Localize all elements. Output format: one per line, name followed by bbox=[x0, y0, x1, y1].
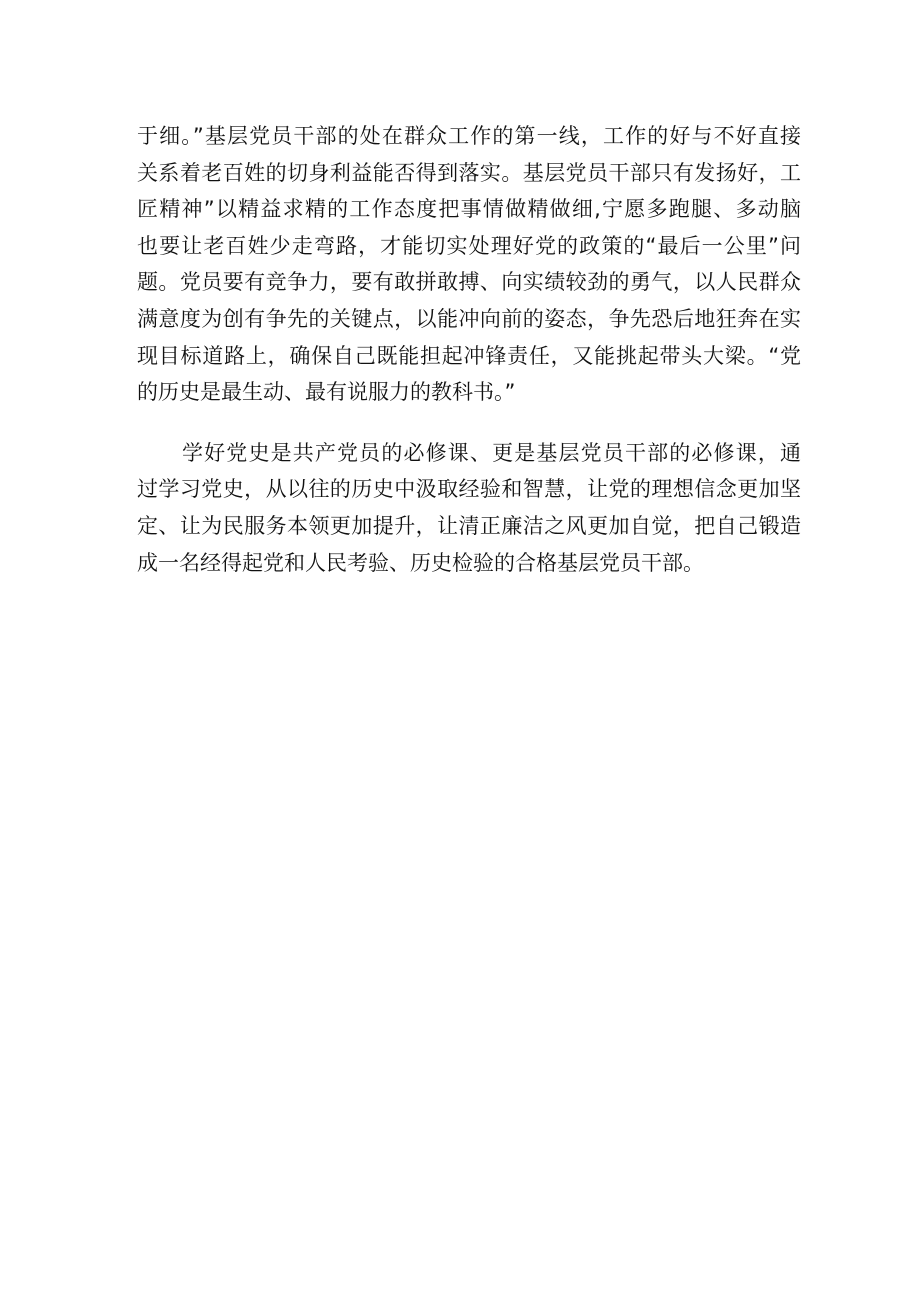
text-line: 学好党史是共产党员的必修课、更是基层党员干部的必修课，通 bbox=[182, 440, 801, 465]
paragraph-2 bbox=[137, 435, 801, 581]
text-line: 过学习党史，从以往的历史中汲取经验和智慧，让党的理想信念更加坚 bbox=[137, 477, 801, 502]
text-line: 满意度为创有争先的关键点，以能冲向前的姿态，争先恐后地狂奔在实 bbox=[137, 306, 801, 331]
text-line: 关系着老百姓的切身利益能否得到落实。基层党员干部只有发扬好，工 bbox=[137, 160, 801, 185]
paragraph-spacer bbox=[137, 411, 801, 435]
text-line: 也要让老百姓少走弯路，才能切实处理好党的政策的“最后一公里”问 bbox=[137, 233, 801, 258]
paragraph-1 bbox=[137, 118, 801, 411]
text-line: 现目标道路上，确保自己既能担起冲锋责任，又能挑起带头大梁。“党 bbox=[137, 343, 801, 368]
text-line: 的历史是最生动、最有说服力的教科书。” bbox=[137, 380, 516, 405]
text-line: 匠精神”以精益求精的工作态度把事情做精做细,宁愿多跑腿、多动脑 bbox=[137, 197, 801, 222]
text-line: 题。党员要有竞争力，要有敢拼敢搏、向实绩较劲的勇气，以人民群众 bbox=[137, 270, 801, 295]
text-line: 定、让为民服务本领更加提升，让清正廉洁之风更加自觉，把自己锻造 bbox=[137, 513, 801, 538]
text-line: 成一名经得起党和人民考验、历史检验的合格基层党员干部。 bbox=[137, 550, 704, 575]
text-line: 于细。”基层党员干部的处在群众工作的第一线，工作的好与不好直接 bbox=[137, 124, 801, 148]
body-text bbox=[137, 118, 801, 581]
